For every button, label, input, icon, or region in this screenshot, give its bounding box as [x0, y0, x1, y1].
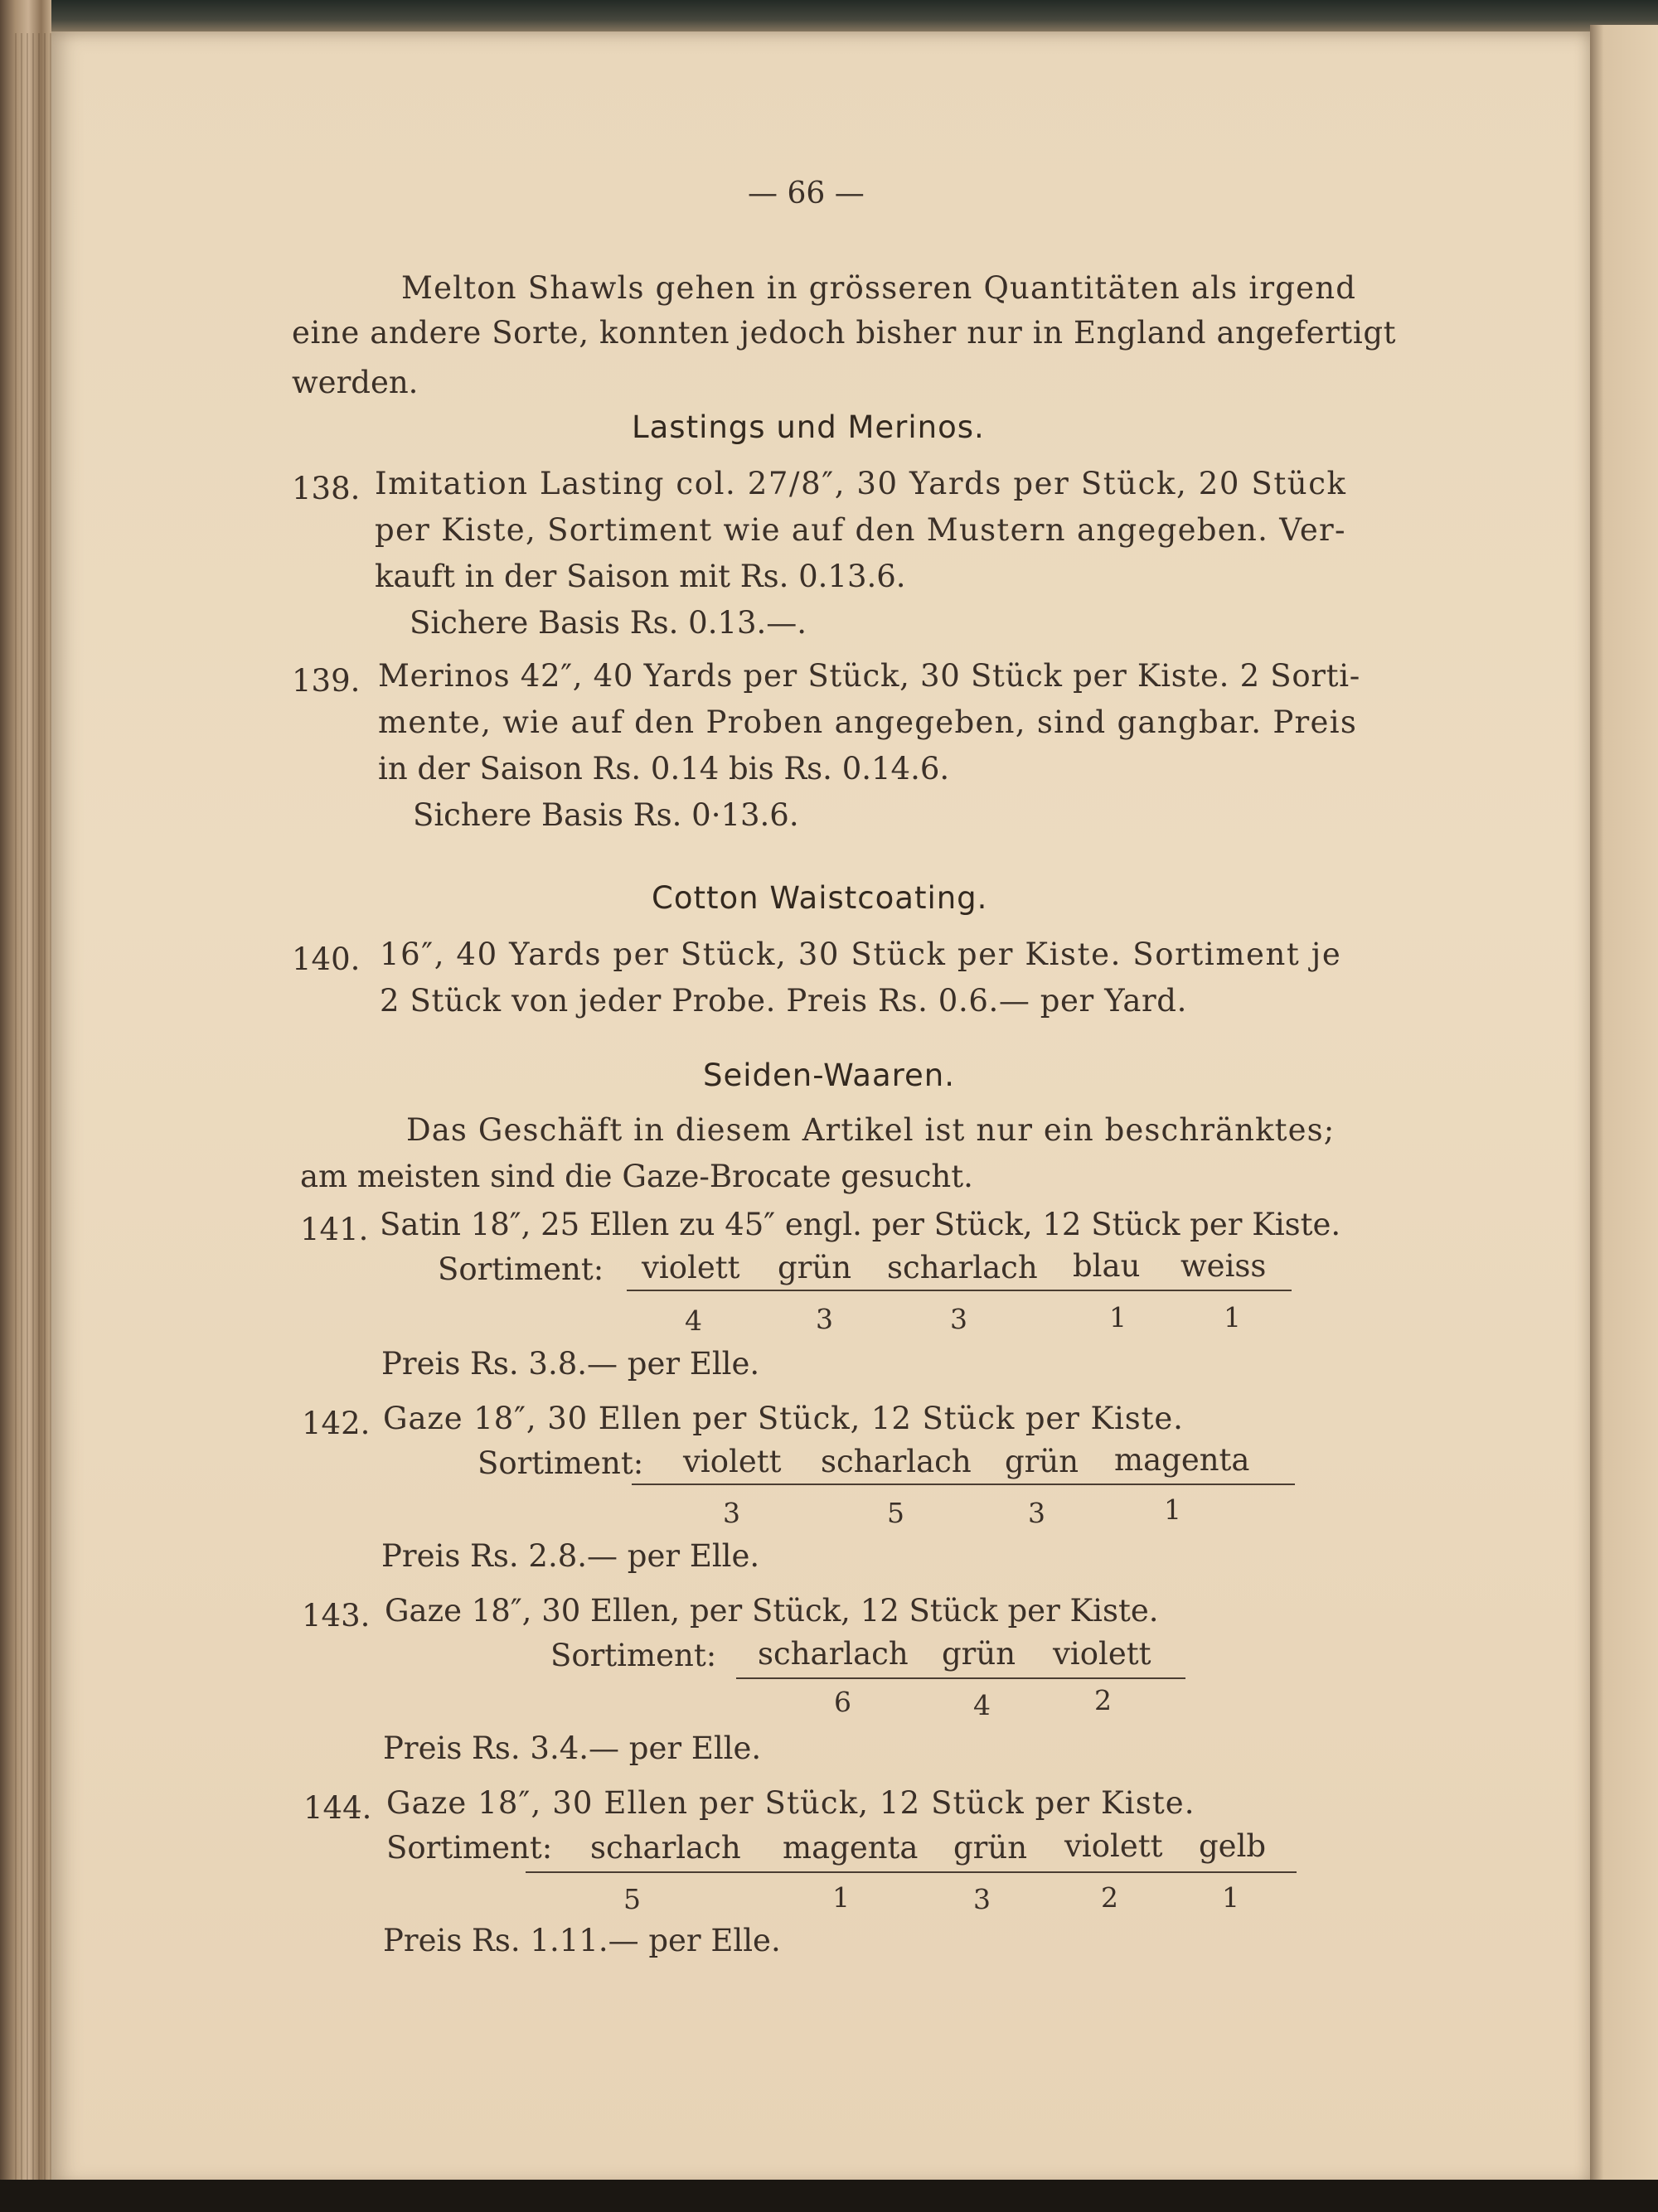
item-143-price: Preis Rs. 3.4.— per Elle.	[383, 1730, 762, 1766]
item-144-count: 1	[1222, 1881, 1239, 1914]
intro-line-2: eine andere Sorte, konnten jedoch bisher nur in England angefertigt	[292, 315, 1397, 351]
item-144-assortment-label: Sortiment:	[386, 1830, 553, 1866]
item-144-color: gelb	[1199, 1828, 1267, 1864]
item-142-count: 3	[1028, 1497, 1045, 1529]
item-144-count: 1	[832, 1881, 850, 1914]
item-139-line-2: mente, wie auf den Proben angegeben, sind gangbar. Preis	[378, 704, 1358, 740]
item-142-color: violett	[683, 1444, 782, 1479]
section-heading-lastings: Lastings und Merinos.	[632, 409, 985, 445]
item-143-color: violett	[1053, 1636, 1151, 1672]
item-144-color: scharlach	[590, 1830, 741, 1866]
item-144-color: magenta	[783, 1830, 919, 1866]
intro-line-1: Melton Shawls gehen in grösseren Quantitäten als irgend	[401, 270, 1357, 306]
item-142-count: 3	[723, 1497, 740, 1529]
item-143-color: scharlach	[758, 1636, 909, 1672]
item-141-color: grün	[778, 1250, 852, 1285]
item-144-count: 5	[623, 1883, 641, 1915]
item-143-count: 4	[973, 1689, 991, 1721]
item-142-color: magenta	[1114, 1442, 1250, 1478]
item-139-line-3: in der Saison Rs. 0.14 bis Rs. 0.14.6.	[378, 751, 950, 787]
item-140-line-2: 2 Stück von jeder Probe. Preis Rs. 0.6.— per Yard.	[380, 983, 1187, 1019]
item-144-rule	[526, 1871, 1297, 1873]
item-number-143: 143.	[302, 1598, 371, 1634]
item-141-count: 1	[1224, 1301, 1241, 1333]
item-number-144: 144.	[303, 1790, 372, 1826]
intro-line-3: werden.	[292, 365, 419, 400]
item-144-count: 2	[1101, 1881, 1118, 1914]
item-number-142: 142.	[302, 1406, 371, 1441]
section-heading-cotton: Cotton Waistcoating.	[652, 880, 988, 916]
item-143-count: 2	[1094, 1684, 1112, 1716]
page-number: — 66 —	[748, 177, 865, 211]
adjacent-page-edge	[1590, 25, 1658, 2180]
silk-intro-line-2: am meisten sind die Gaze-Brocate gesucht.	[300, 1159, 973, 1194]
item-142-price: Preis Rs. 2.8.— per Elle.	[381, 1538, 760, 1574]
section-heading-silk: Seiden-Waaren.	[703, 1058, 956, 1093]
item-138-line-1: Imitation Lasting col. 27/8″, 30 Yards per Stück, 20 Stück	[375, 466, 1347, 501]
item-142-color: scharlach	[821, 1444, 972, 1479]
item-140-line-1: 16″, 40 Yards per Stück, 30 Stück per Kiste. Sortiment je	[380, 937, 1342, 972]
item-144-price: Preis Rs. 1.11.— per Elle.	[383, 1923, 781, 1958]
item-number-141: 141.	[300, 1212, 369, 1247]
item-143-assortment-label: Sortiment:	[550, 1638, 717, 1673]
item-138-line-3: kauft in der Saison mit Rs. 0.13.6.	[375, 559, 906, 594]
item-141-color: scharlach	[887, 1250, 1038, 1285]
item-141-count: 3	[950, 1303, 967, 1335]
item-141-count: 4	[685, 1304, 702, 1337]
item-142-count: 5	[887, 1497, 904, 1529]
item-143-count: 6	[834, 1686, 851, 1718]
item-139-base-price: Sichere Basis Rs. 0·13.6.	[413, 797, 799, 833]
item-141-color: weiss	[1180, 1248, 1267, 1284]
item-144-line-1: Gaze 18″, 30 Ellen per Stück, 12 Stück per Kiste.	[386, 1785, 1195, 1821]
item-141-rule	[627, 1290, 1292, 1291]
item-number-140: 140.	[292, 941, 361, 977]
item-141-color: violett	[642, 1250, 740, 1285]
item-142-assortment-label: Sortiment:	[478, 1445, 644, 1481]
item-143-rule	[736, 1677, 1185, 1679]
item-142-line-1: Gaze 18″, 30 Ellen per Stück, 12 Stück per Kiste.	[383, 1401, 1184, 1436]
item-141-color: blau	[1073, 1248, 1141, 1284]
book-top-edge	[0, 0, 1658, 33]
item-142-rule	[632, 1484, 1295, 1485]
item-142-count: 1	[1164, 1493, 1181, 1526]
item-141-count: 3	[816, 1303, 833, 1335]
item-141-assortment-label: Sortiment:	[438, 1251, 604, 1287]
item-139-line-1: Merinos 42″, 40 Yards per Stück, 30 Stück per Kiste. 2 Sorti-	[378, 658, 1360, 694]
item-141-count: 1	[1109, 1301, 1127, 1333]
item-141-price: Preis Rs. 3.8.— per Elle.	[381, 1346, 760, 1382]
item-142-color: grün	[1005, 1444, 1079, 1479]
item-144-count: 3	[973, 1883, 991, 1915]
item-141-line-1: Satin 18″, 25 Ellen zu 45″ engl. per Stück, 12 Stück per Kiste.	[380, 1207, 1341, 1242]
silk-intro-line-1: Das Geschäft in diesem Artikel ist nur ein beschränktes;	[406, 1112, 1336, 1148]
item-144-color: grün	[953, 1830, 1028, 1866]
item-138-line-2: per Kiste, Sortiment wie auf den Mustern angegeben. Ver-	[375, 512, 1346, 548]
book-bottom-edge	[0, 2180, 1658, 2212]
item-number-138: 138.	[292, 471, 361, 506]
item-143-line-1: Gaze 18″, 30 Ellen, per Stück, 12 Stück per Kiste.	[385, 1593, 1159, 1629]
item-143-color: grün	[942, 1636, 1016, 1672]
item-138-base-price: Sichere Basis Rs. 0.13.—.	[410, 605, 807, 641]
item-144-color: violett	[1064, 1828, 1163, 1864]
item-number-139: 139.	[292, 663, 361, 699]
page-stack-edges	[15, 33, 51, 2188]
